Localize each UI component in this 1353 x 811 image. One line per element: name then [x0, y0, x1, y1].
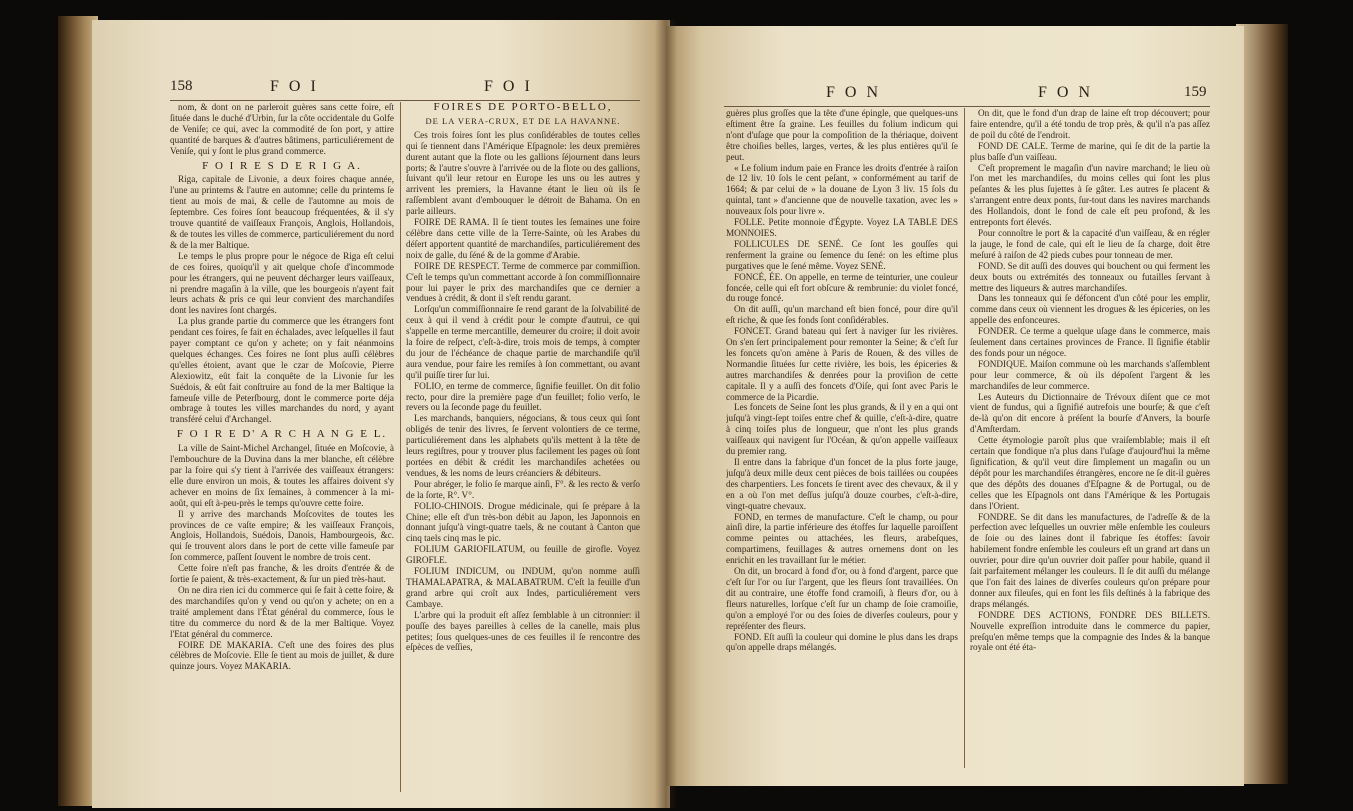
paragraph: Riga, capitale de Livonie, a deux foires chaque année, l'une au printems & l'autre en automne; celle du printems ſe tient au mois de mai, & celle de l'automne au mois de ſeptembre. Ces foires ſont beaucoup fréquentées, & il s'y trouve quantité de vaiſſeaux François, Anglois, Hollandois, & de toutes les villes de commerce, particuliérement du nord & de la mer Baltique.	[170, 174, 394, 250]
running-head: F O I	[484, 78, 533, 95]
paragraph: FOIRE DE RAMA. Il ſe tient toutes les ſemaines une foire célèbre dans cette ville de la Terre-Sainte, où les Arabes du déſert apportent quantité de marchandiſes, particuliérement des noix de galle, du ſéné & de la gomme d'Arabie.	[406, 217, 640, 260]
paragraph: FOND, en termes de manufacture. C'eſt le champ, ou pour ainſi dire, la partie inférieure des étoffes ſur laquelle paroiſſent comme peintes ou attachées, les fleurs, arabeſques, compartimens, feuillages & autres ornemens dont on les enrichit en les travaillant ſur le métier.	[726, 511, 958, 566]
paragraph: FOLIUM INDICUM, ou INDUM, qu'on nomme auſſi THAMALAPATRA, & MALABATRUM. C'eſt la feuille d'un grand arbre qui croît aux Indes, particuliérement vers Cambaye.	[406, 566, 640, 609]
paragraph: FOLLE. Petite monnoie d'Égypte. Voyez LA TABLE DES MONNOIES.	[726, 217, 958, 238]
left-page	[92, 20, 670, 808]
paragraph: Il y arrive des marchands Moſcovites de toutes les provinces de ce vaſte empire; & les vaiſſeaux François, Anglois, Hollandois, Suédois, Danois, Hambourgeois, &c. qui ſe trouvent alors dans le port de cette ville fameuſe par ſon commerce, paſſent ſouvent le nombre de trois cent.	[170, 508, 394, 563]
text-column-2	[406, 102, 640, 792]
paragraph: Cette foire n'eſt pas franche, & les droits d'entrée & de ſortie ſe paient, & très-exactement, & ſur un pied très-haut.	[170, 563, 394, 585]
paragraph: La ville de Saint-Michel Archangel, ſituée en Moſcovie, à l'embouchure de la Duvina dans la mer blanche, eſt célèbre par la foire qui s'y tient à l'arrivée des vaiſſeaux étrangers: elle dure environ un mois, & toutes les affaires doivent s'y achever en moins de ſix ſemaines, à commencer à la mi-août, qui eſt à-peu-près le temps qu'ouvre cette foire.	[170, 443, 394, 508]
paragraph: nom, & dont on ne parleroit guères sans cette foire, eſt ſituée dans le duché d'Urbin, ſur la côte occidentale du Golfe de Veniſe; ce qui, avec la commodité de ſon port, y attire quantité de barques & d'autres bâtimens, particuliérement de Veniſe, qui y ſont le plus grand commerce.	[170, 102, 394, 156]
section-subheading: DE LA VERA-CRUX, ET DE LA HAVANNE.	[425, 115, 621, 126]
paragraph: guères plus groſſes que la tête d'une épingle, que quelques-uns eſtiment être ſa graine. Les feuilles du folium indicum qui n'ont d'uſage que pour la compoſition de la thériaque, doivent être choiſies belles, larges, vertes, & les plus entières qu'il ſe peut.	[726, 108, 958, 162]
column-rule	[964, 108, 965, 768]
paragraph: Lorſqu'un commiſſionnaire ſe rend garant de la ſolvabilité de ceux à qui il vend à crédit pour le compte d'autrui, ce qui s'appelle en terme mercantille, demeurer du croire; il doit avoir la foire de reſpect, c'eſt-à-dire, trois mois de temps, à compter du jour de l'échéance de chaque partie de marchandiſe qu'il aura vendue, pour faire les remiſes à ſon commettant, ou avant qu'il puiſſe tirer ſur lui.	[406, 304, 640, 380]
paragraph: Dans les tonneaux qui ſe défoncent d'un côté pour les emplir, comme dans ceux où viennent les drogues & les épiceries, on les appelle des enfonceures.	[970, 293, 1210, 326]
paragraph: Les Auteurs du Dictionnaire de Trévoux diſent que ce mot vient de fundus, qui a ſignifié autrefois une bourſe; & que c'eſt de-là qu'on dit encore à préſent la bourſe d'Anvers, la bourſe d'Amſterdam.	[970, 391, 1210, 435]
paragraph: Pour abréger, le folio ſe marque ainſi, F°. & les recto & verſo de la ſorte, R°. V°.	[406, 478, 640, 500]
paragraph: FOIRE DE RESPECT. Terme de commerce par commiſſion. C'eſt le temps qu'un commettant accorde à ſon commiſſionnaire pour lui payer le prix des marchandiſes que ce dernier a vendues à crédit, & dont il s'eſt rendu garant.	[406, 260, 640, 304]
running-head: F O I	[270, 78, 319, 95]
section-heading: F O I R E D' A R C H A N G E L.	[176, 428, 388, 441]
paragraph: FONDER. Ce terme a quelque uſage dans le commerce, mais ſeulement dans certaines provinces de France. Il ſignifie établir des fonds pour un négoce.	[970, 326, 1210, 358]
paragraph: FOND. Se dit auſſi des douves qui bouchent ou qui ferment les deux bouts ou extrémités des tonneaux ou futailles ſervant à mettre des liqueurs & autres marchandiſes.	[970, 260, 1210, 293]
paragraph: C'eſt proprement le magaſin d'un navire marchand; le lieu où l'on met les marchandiſes, du moins celles qui ſont les plus peſantes & les plus ſujettes à ſe gâter. Les autres ſe placent & s'arrangent entre deux ponts, ſur-tout dans les navires marchands des Hollandois, dont le fond de cale eſt peu profond, & les entreponts fort élevés.	[970, 162, 1210, 228]
running-head: F O N	[1038, 84, 1094, 101]
section-heading: FOIRES DE PORTO-BELLO,	[433, 102, 613, 113]
paragraph: FOLIO-CHINOIS. Drogue médicinale, qui ſe prépare à la Chine; elle eſt d'un très-bon débit au Japon, les Japonnois en donnant juſqu'à vingt-quatre taels, & ne coutant à Canton que cinq taels cinq mas le pic.	[406, 500, 640, 544]
paragraph: Pour connoître le port & la capacité d'un vaiſſeau, & en régler la jauge, le fond de cale, qui eſt le lieu de ſa charge, doit être meſuré à raiſon de 42 pieds cubes pour tonneau de mer.	[970, 227, 1210, 260]
paragraph: FONDRE. Se dit dans les manufactures, de l'adreſſe & de la perfection avec leſquelles un ouvrier mêle enſemble les couleurs de ſoie ou des laines dont il fabrique ſes étoffes: ſavoir habilement fondre enſemble les couleurs eſt un grand art dans un ouvrier, pour dire qu'un ouvrier doit paſſer pour habile, quand il ſait parfaitement mélanger les couleurs. Il ſe dit auſſi du mélange que l'on fait des laines de diverſes couleurs qu'on prépare pour donner aux fileuſes, qui en font les fils deſtinés à la fabrique des draps mélangés.	[970, 511, 1210, 609]
paragraph: Les foncets de Seine ſont les plus grands, & il y en a qui ont juſqu'à vingt-ſept toiſes entre chef & quille, c'eſt-à-dire, quatre à cinq toiſes plus de longueur, que n'ont les plus grands vaiſſeaux qui navigent ſur l'Océan, & qu'on appelle vaiſſeaux du premier rang.	[726, 402, 958, 457]
paragraph: Ces trois foires ſont les plus conſidérables de toutes celles qui ſe tiennent dans l'Amérique Eſpagnole: les deux premières durent autant que la flote ou les gallions ſéjournent dans leurs ports; & l'autre s'ouvre à l'arrivée ou de la flote ou des gallions, ſuivant qu'il leur retour en Europe les uns ou les autres y arrivent les premiers, la Havanne étant le lieu où ils ſe raſſemblent avant d'embouquer le détroit de Bahama. On en parle ailleurs.	[406, 129, 640, 217]
header-rule	[724, 106, 1210, 107]
book-gutter	[655, 20, 677, 808]
paragraph: L'arbre qui la produit eſt aſſez ſemblable à un citronnier: il pouſſe des bayes pareilles à celles de la canelle, mais plus petites; ſous quelques-unes de ces feuilles il ſe rencontre des eſpèces de veſſies,	[406, 609, 640, 653]
running-head: F O N	[826, 84, 882, 101]
column-rule	[400, 102, 401, 792]
page-number: 159	[1184, 84, 1207, 100]
header-rule	[170, 100, 640, 101]
paragraph: Cette étymologie paroît plus que vraiſemblable; mais il eſt certain que fondique n'a plus dans l'uſage d'aujourd'hui la même ſignification, & qu'il veut dire ſimplement un magaſin ou un dépôt pour les marchandiſes étrangères, encore ne ſe dit-il guères que des dépôts des douanes d'Eſpagne & de Portugal, ou de celles que les Eſpagnols ont dans l'Amérique & les Portugais dans l'Orient.	[970, 435, 1210, 511]
paragraph: La plus grande partie du commerce que les étrangers font pendant ces foires, ſe fait en échalades, avec leſquelles il faut payer comptant ce qu'on y achete; on y fait néanmoins quelques échanges. Ces foires ne ſont plus auſſi célèbres qu'elles étoient, avant que le czar de Moſcovie, Pierre Alexiowitz, eût fait la conquête de la Livonie ſur les Suédois, & eût fait conſtruire au fond de la mer Baltique la fameuſe ville de Peterſbourg, dont le commerce porte déja ombrage à toutes les villes marchandes du nord, y ayant transféré celui d'Archangel.	[170, 316, 394, 425]
paragraph: Les marchands, banquiers, négocians, & tous ceux qui ſont obligés de tenir des livres, ſe ſervent volontiers de ce terme, particuliérement dans les alphabets qu'ils mettent à la tête de leurs regiſtres, pour y trouver plus facilement les pages où ſont portées en débit & crédit les marchandiſes achetées ou vendues, & les noms de leurs créanciers & débiteurs.	[406, 413, 640, 478]
paragraph: FOIRE DE MAKARIA. C'eſt une des foires des plus célèbres de Moſcovie. Elle ſe tient au mois de juillet, & dure quinze jours. Voyez MAKARIA.	[170, 639, 394, 672]
paragraph: FOND DE CALE. Terme de marine, qui ſe dit de la partie la plus baſſe d'un vaiſſeau.	[970, 140, 1210, 162]
paragraph: Il entre dans la fabrique d'un foncet de la plus forte jauge, juſqu'à deux mille deux cent pièces de bois taillées ou coupées des charpentiers. Les foncets ſe tirent avec des chevaux, & il y en a où l'on met deſſus juſqu'à douze courbes, c'eſt-à-dire, vingt-quatre chevaux.	[726, 457, 958, 511]
paragraph: Le temps le plus propre pour le négoce de Riga eſt celui de ces foires, quoiqu'il y ait quelque choſe d'incommode pour les étrangers, qui ne peuvent décharger leurs vaiſſeaux, ni prendre magaſin à la ville, que les bourgeois n'ayent fait leurs achats & pris ce qui leur convient des marchandiſes dont les navires ſont chargés.	[170, 250, 394, 316]
paragraph: FONDRE DES ACTIONS, FONDRE DES BILLETS. Nouvelle expreſſion introduite dans le commerce du papier, preſqu'en même temps que la compagnie des Indes & la banque royale ont été éta-	[970, 609, 1210, 653]
paragraph: FOLLICULES DE SENÉ. Ce ſont les gouſſes qui renferment la graine ou ſemence du ſené: on les eſtime plus purgatives que le ſené même. Voyez SENÉ.	[726, 238, 958, 271]
paragraph: FONCET. Grand bateau qui ſert à naviger ſur les rivières. On s'en ſert principalement pour remonter la Seine; & c'eſt ſur les foncets qu'on amène à Paris de Rouen, & des villes de Normandie ſituées ſur cette rivière, les bois, les épiceries & autres marchandiſes & denrées pour la proviſion de cette capitale. Il y a auſſi des foncets d'Oiſe, qui ſont avec Paris le commerce de la Picardie.	[726, 326, 958, 402]
right-page	[666, 26, 1244, 786]
section-heading: F O I R E S D E R I G A.	[202, 159, 362, 172]
paragraph: FONCÉ, ÉE. On appelle, en terme de teinturier, une couleur foncée, celle qui eſt fort obſcure & rembrunie: du violet foncé, du rouge foncé.	[726, 271, 958, 304]
page-number: 158	[170, 78, 193, 94]
paragraph: FOND. Eſt auſſi la couleur qui domine le plus dans les draps qu'on appelle draps mélangés.	[726, 631, 958, 653]
paragraph: On dit, que le fond d'un drap de laine eſt trop découvert; pour faire entendre, qu'il a été tondu de trop près, & qu'il n'a pas aſſez de poil du côté de l'endroit.	[970, 108, 1210, 140]
text-column-1	[170, 102, 394, 792]
paragraph: « Le folium indum paie en France les droits d'entrée à raiſon de 12 liv. 10 ſols le cent peſant, » conformément au tarif de 1664; & par celui de » la douane de Lyon 3 liv. 15 ſols du quintal, tant » d'ancienne que de nouvelle taxation, avec les » nouveaux ſols pour livre ».	[726, 162, 958, 217]
paragraph: FOLIO, en terme de commerce, ſignifie feuillet. On dit folio recto, pour dire la première page d'un feuillet; folio verſo, le revers ou la ſeconde page du feuillet.	[406, 380, 640, 413]
paragraph: On ne dira rien ici du commerce qui ſe fait à cette foire, & des marchandiſes qu'on y vend ou qu'on y achete; on en a traité amplement dans l'État général du commerce, ſous le titre du commerce du nord & de la mer Baltique. Voyez l'Etat général du commerce.	[170, 584, 394, 639]
paragraph: On dit, un brocard à fond d'or, ou à fond d'argent, parce que c'eſt ſur l'or ou ſur l'argent, que les fleurs ſont travaillées. On dit au contraire, une étoffe fond cramoiſi, à fleurs d'or, ou à fleurs naturelles, lorſque c'eſt ſur un champ de ſoie cramoiſie, qu'on a employé l'or ou des ſoies de diverſes couleurs, pour y repréſenter des fleurs.	[726, 566, 958, 631]
paragraph: FOLIUM GARIOFILATUM, ou feuille de girofle. Voyez GIROFLE.	[406, 544, 640, 566]
text-column-1	[726, 108, 958, 768]
paragraph: FONDIQUE. Maiſon commune où les marchands s'aſſemblent pour leur commerce, & où ils dépoſent l'argent & les marchandiſes de leur commerce.	[970, 358, 1210, 391]
paragraph: On dit auſſi, qu'un marchand eſt bien foncé, pour dire qu'il eſt riche, & que ſes fonds ſont conſidérables.	[726, 304, 958, 326]
text-column-2	[970, 108, 1210, 768]
